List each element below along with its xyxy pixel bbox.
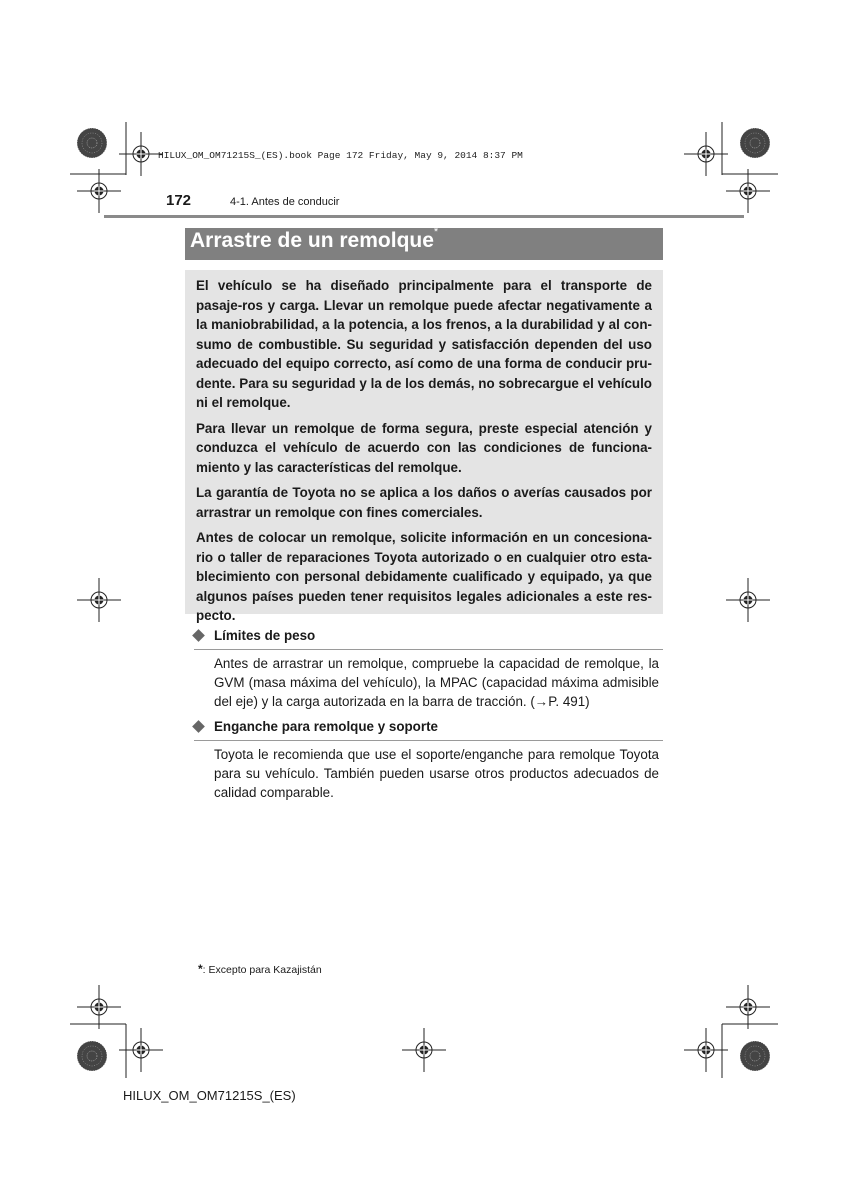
diamond-bullet-icon [192,629,205,642]
intro-paragraph: El vehículo se ha diseñado principalmente para el transporte de pasaje-ros y carga. Llevar un remolque puede afectar negativamente a la maniobrabilidad, a la potencia, a los frenos, a la durabilidad y al con-sumo de combustible. Su seguridad y satisfacción dependen del uso adecuado del equipo correcto, así como de una forma de conducir pru-dente. Para su seguridad y la de los demás, no sobrecargue el vehículo ni el remolque. [196,278,652,410]
footnote-mark: * [198,962,203,976]
section-body: Antes de arrastrar un remolque, compruebe la capacidad de remolque, la GVM (masa máxima del vehículo), la MPAC (capacidad máxima admisible del eje) y la carga autorizada en la barra de tracción. (→P. 491) [214,656,659,709]
wheel-mark-bottom-right [740,1041,770,1071]
subheading-text: Límites de peso [214,628,316,643]
footer-doc-id: HILUX_OM_OM71215S_(ES) [123,1088,296,1103]
wheel-mark-top-left [77,128,107,158]
page-title [190,226,439,253]
wheel-mark-top-right [740,128,770,158]
intro-box [185,270,663,623]
title-footnote-mark: * [433,226,439,238]
diamond-bullet-icon [192,720,205,733]
page-title-text: Arrastre de un remolque [190,229,434,252]
wheel-mark-bottom-left [77,1041,107,1071]
section-label: 4-1. Antes de conducir [230,196,340,208]
footnote [198,962,322,976]
subheading-hitch [194,718,663,741]
intro-paragraph: Antes de colocar un remolque, solicite información en un concesiona-rio o taller de reparaciones Toyota autorizado o en cualquier otro esta-blecimiento con personal debidamente cualificado y equipado, ya que algunos países pueden tener requisitos legales adicionales a este res-pecto. [196,530,652,623]
subheading-text: Enganche para remolque y soporte [214,719,438,734]
print-info: HILUX_OM_OM71215S_(ES).book Page 172 Friday, May 9, 2014 8:37 PM [158,150,523,161]
intro-paragraph: La garantía de Toyota no se aplica a los daños o averías causados por arrastrar un remolque con fines comerciales. [196,485,652,520]
header-rule [104,215,744,218]
subheading-weight-limits [194,627,663,650]
page-number: 172 [166,192,192,209]
intro-paragraph: Para llevar un remolque de forma segura, preste especial atención y conduzca el vehículo de acuerdo con las condiciones de funciona-miento y las características del remolque. [196,420,652,475]
footnote-text: : Excepto para Kazajistán [202,964,322,976]
section-body: Toyota le recomienda que use el soporte/enganche para remolque Toyota para su vehículo. También pueden usarse otros productos adecuados de calidad comparable. [214,747,659,800]
